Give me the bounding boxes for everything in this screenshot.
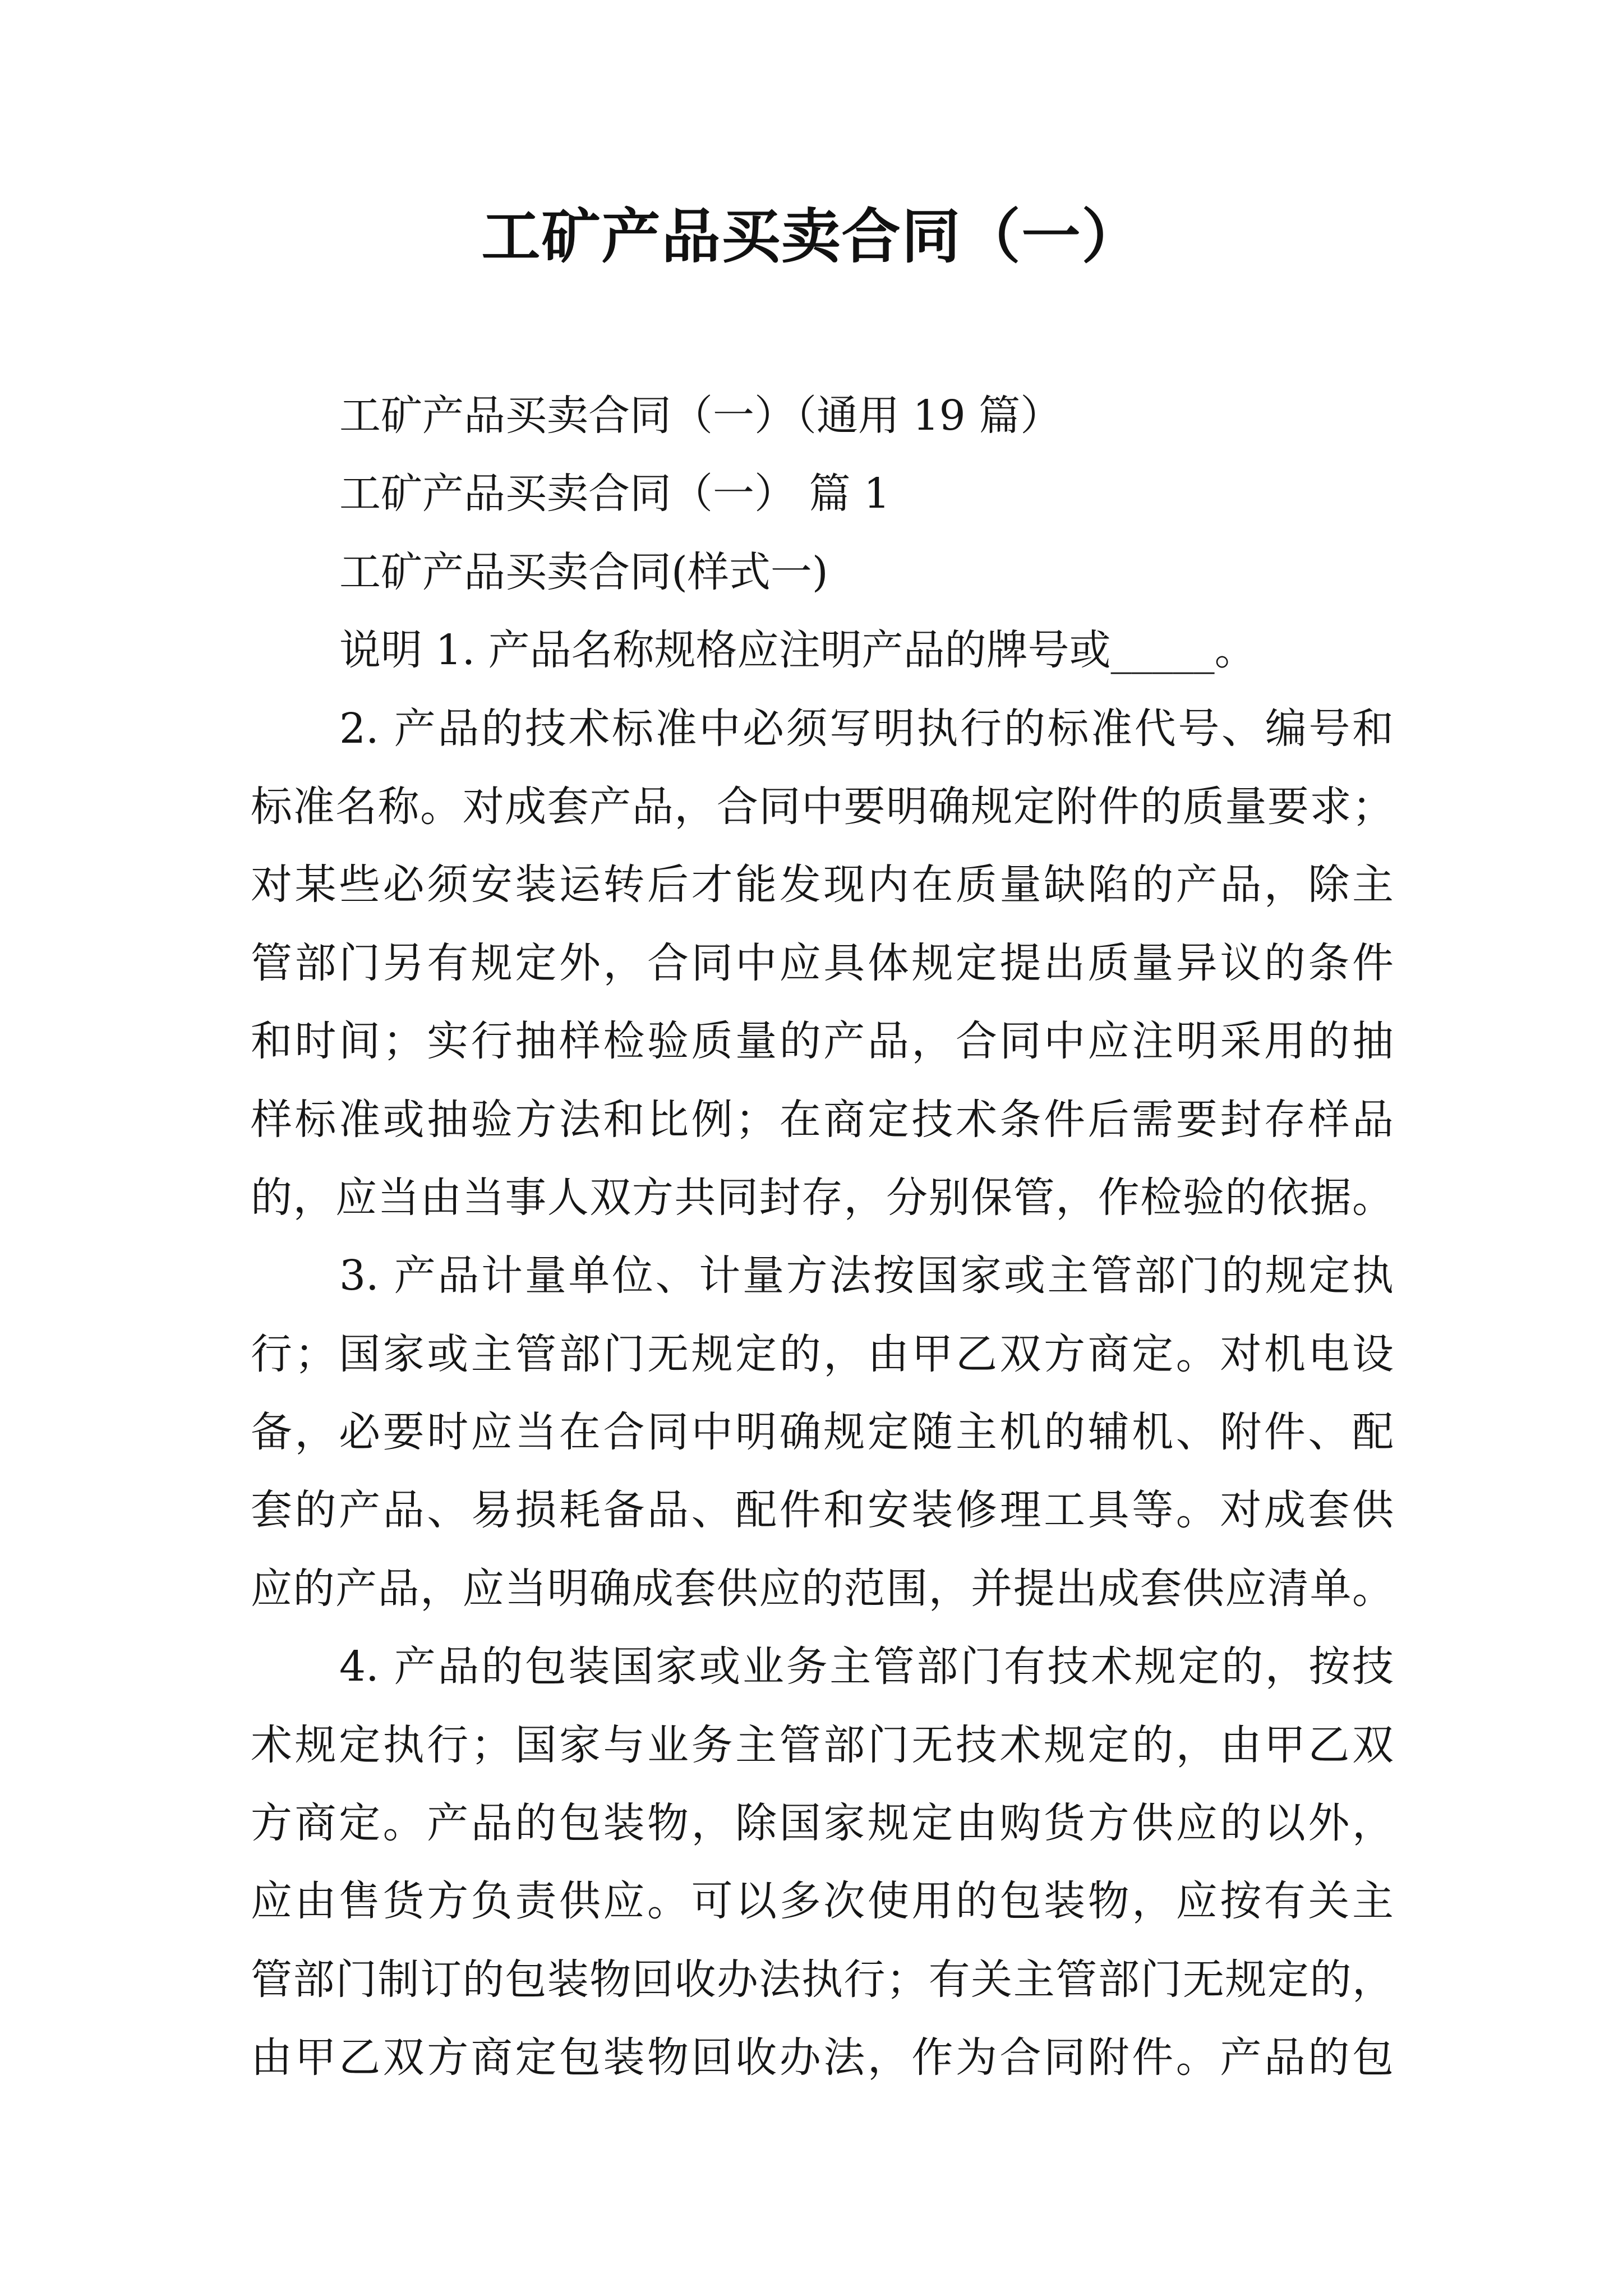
paragraph-line: 对某些必须安装运转后才能发现内在质量缺陷的产品，除主 — [251, 861, 1394, 909]
paragraph-section-heading — [251, 455, 1394, 533]
paragraph-line: 说明 1. 产品名称规格应注明产品的牌号或_____。 — [339, 626, 1256, 675]
paragraph-line: 由甲乙双方商定包装物回收办法，作为合同附件。产品的包 — [251, 2033, 1394, 2082]
paragraph-line: 4. 产品的包装国家或业务主管部门有技术规定的，按技 — [339, 1642, 1394, 1691]
paragraph-subtitle — [251, 377, 1394, 455]
paragraph-line: 的，应当由当事人双方共同封存，分别保管，作检验的依据。 — [251, 1173, 1394, 1222]
paragraph-line: 管部门另有规定外，合同中应具体规定提出质量异议的条件 — [251, 938, 1394, 987]
paragraph-line: 应的产品，应当明确成套供应的范围，并提出成套供应清单。 — [251, 1564, 1394, 1613]
paragraph-note-3 — [251, 1237, 1394, 1628]
paragraph-line: 2. 产品的技术标准中必须写明执行的标准代号、编号和 — [339, 704, 1394, 753]
paragraph-line: 工矿产品买卖合同（一） 篇 1 — [339, 470, 891, 518]
paragraph-line: 管部门制订的包装物回收办法执行；有关主管部门无规定的， — [251, 1955, 1394, 2004]
paragraph-note-1 — [251, 611, 1394, 689]
paragraph-line: 应由售货方负责供应。可以多次使用的包装物，应按有关主 — [251, 1877, 1394, 1926]
paragraph-note-2 — [251, 690, 1394, 1237]
document-title: 工矿产品买卖合同（一） — [481, 201, 1142, 271]
paragraph-line: 工矿产品买卖合同(样式一) — [339, 547, 828, 596]
paragraph-line: 方商定。产品的包装物，除国家规定由购货方供应的以外， — [251, 1799, 1394, 1848]
paragraph-line: 套的产品、易损耗备品、配件和安装修理工具等。对成套供 — [251, 1486, 1394, 1535]
paragraph-note-4 — [251, 1628, 1394, 2097]
paragraph-line: 3. 产品计量单位、计量方法按国家或主管部门的规定执 — [339, 1251, 1394, 1300]
paragraph-line: 样标准或抽验方法和比例；在商定技术条件后需要封存样品 — [251, 1095, 1394, 1144]
paragraph-line: 工矿产品买卖合同（一）（通用 19 篇） — [339, 392, 1062, 440]
paragraph-form-heading — [251, 533, 1394, 611]
paragraph-line: 行；国家或主管部门无规定的，由甲乙双方商定。对机电设 — [251, 1329, 1394, 1378]
paragraph-line: 备，必要时应当在合同中明确规定随主机的辅机、附件、配 — [251, 1408, 1394, 1457]
paragraph-line: 和时间；实行抽样检验质量的产品，合同中应注明采用的抽 — [251, 1017, 1394, 1066]
document-body — [251, 377, 1394, 2097]
paragraph-line: 术规定执行；国家与业务主管部门无技术规定的，由甲乙双 — [251, 1720, 1394, 1769]
paragraph-line: 标准名称。对成套产品，合同中要明确规定附件的质量要求； — [251, 782, 1394, 831]
